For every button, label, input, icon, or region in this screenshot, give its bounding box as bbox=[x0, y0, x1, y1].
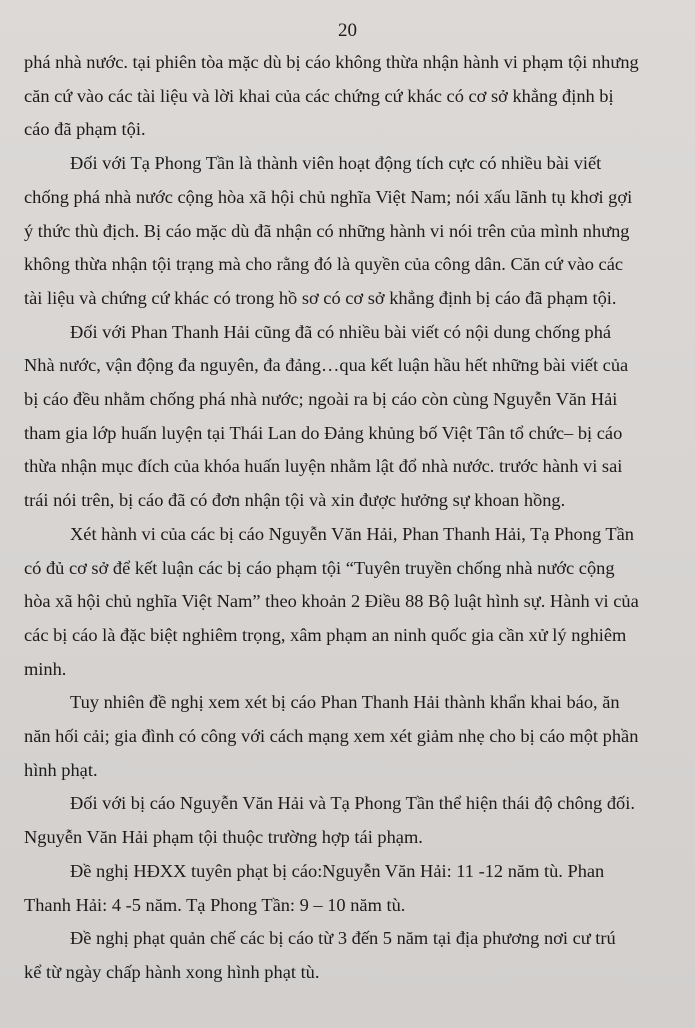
paragraph bbox=[24, 855, 671, 922]
page-number: 20 bbox=[338, 20, 357, 41]
text-line: năn hối cải; gia đình có công với cách mạng xem xét giảm nhẹ cho bị cáo một phần bbox=[24, 726, 639, 747]
text-line: kể từ ngày chấp hành xong hình phạt tù. bbox=[24, 961, 320, 982]
text-line: Thanh Hải: 4 -5 năm. Tạ Phong Tần: 9 – 10 năm tù. bbox=[24, 894, 406, 915]
text-line: hòa xã hội chủ nghĩa Việt Nam” theo khoản 2 Điều 88 Bộ luật hình sự. Hành vi của bbox=[24, 591, 639, 612]
paragraph bbox=[24, 518, 671, 687]
text-line: Nhà nước, vận động đa nguyên, đa đảng…qua kết luận hầu hết những bài viết của bbox=[24, 355, 629, 376]
paragraph bbox=[24, 787, 671, 854]
text-line: ý thức thù địch. Bị cáo mặc dù đã nhận có những hành vi nói trên của mình nhưng bbox=[24, 220, 630, 241]
text-line: căn cứ vào các tài liệu và lời khai của các chứng cứ khác có cơ sở khẳng định bị bbox=[24, 85, 614, 106]
text-line: chống phá nhà nước cộng hòa xã hội chủ nghĩa Việt Nam; nói xấu lãnh tụ khơi gợi bbox=[24, 186, 633, 207]
text-line: phá nhà nước. tại phiên tòa mặc dù bị cáo không thừa nhận hành vi phạm tội nhưng bbox=[24, 52, 639, 72]
paragraph bbox=[24, 686, 671, 787]
text-line: tài liệu và chứng cứ khác có trong hồ sơ có cơ sở khẳng định bị cáo đã phạm tội. bbox=[24, 287, 617, 308]
text-line: không thừa nhận tội trạng mà cho rằng đó là quyền của công dân. Căn cứ vào các bbox=[24, 254, 624, 275]
text-line: tham gia lớp huấn luyện tại Thái Lan do Đảng khủng bố Việt Tân tổ chức– bị cáo bbox=[24, 422, 623, 443]
text-line: Đối với Phan Thanh Hải cũng đã có nhiều bài viết có nội dung chống phá bbox=[70, 321, 612, 342]
text-line: minh. bbox=[24, 658, 67, 679]
text-line: trái nói trên, bị cáo đã có đơn nhận tội và xin được hưởng sự khoan hồng. bbox=[24, 490, 566, 511]
text-line: Xét hành vi của các bị cáo Nguyễn Văn Hải, Phan Thanh Hải, Tạ Phong Tần bbox=[70, 523, 635, 544]
text-line: Nguyễn Văn Hải phạm tội thuộc trường hợp tái phạm. bbox=[24, 827, 423, 848]
document-body bbox=[24, 46, 671, 990]
paragraph bbox=[24, 316, 671, 518]
paragraph bbox=[24, 46, 671, 147]
text-line: Tuy nhiên đề nghị xem xét bị cáo Phan Thanh Hải thành khẩn khai báo, ăn bbox=[70, 692, 620, 713]
text-line: Đề nghị phạt quản chế các bị cáo từ 3 đến 5 năm tại địa phương nơi cư trú bbox=[70, 928, 616, 949]
text-line: Đối với Tạ Phong Tần là thành viên hoạt động tích cực có nhiều bài viết bbox=[70, 153, 602, 174]
paragraph bbox=[24, 147, 671, 316]
text-line: hình phạt. bbox=[24, 759, 98, 780]
text-line: thừa nhận mục đích của khóa huấn luyện nhằm lật đổ nhà nước. trước hành vi sai bbox=[24, 456, 623, 477]
text-line: bị cáo đều nhằm chống phá nhà nước; ngoài ra bị cáo còn cùng Nguyễn Văn Hải bbox=[24, 389, 618, 410]
text-line: có đủ cơ sở để kết luận các bị cáo phạm tội “Tuyên truyền chống nhà nước cộng bbox=[24, 557, 615, 578]
paragraph bbox=[24, 922, 671, 989]
text-line: Đề nghị HĐXX tuyên phạt bị cáo:Nguyễn Văn Hải: 11 -12 năm tù. Phan bbox=[70, 860, 605, 881]
text-line: Đối với bị cáo Nguyễn Văn Hải và Tạ Phong Tần thể hiện thái độ chông đối. bbox=[70, 793, 635, 814]
text-line: các bị cáo là đặc biệt nghiêm trọng, xâm phạm an ninh quốc gia cần xử lý nghiêm bbox=[24, 624, 627, 645]
text-line: cáo đã phạm tội. bbox=[24, 119, 146, 140]
